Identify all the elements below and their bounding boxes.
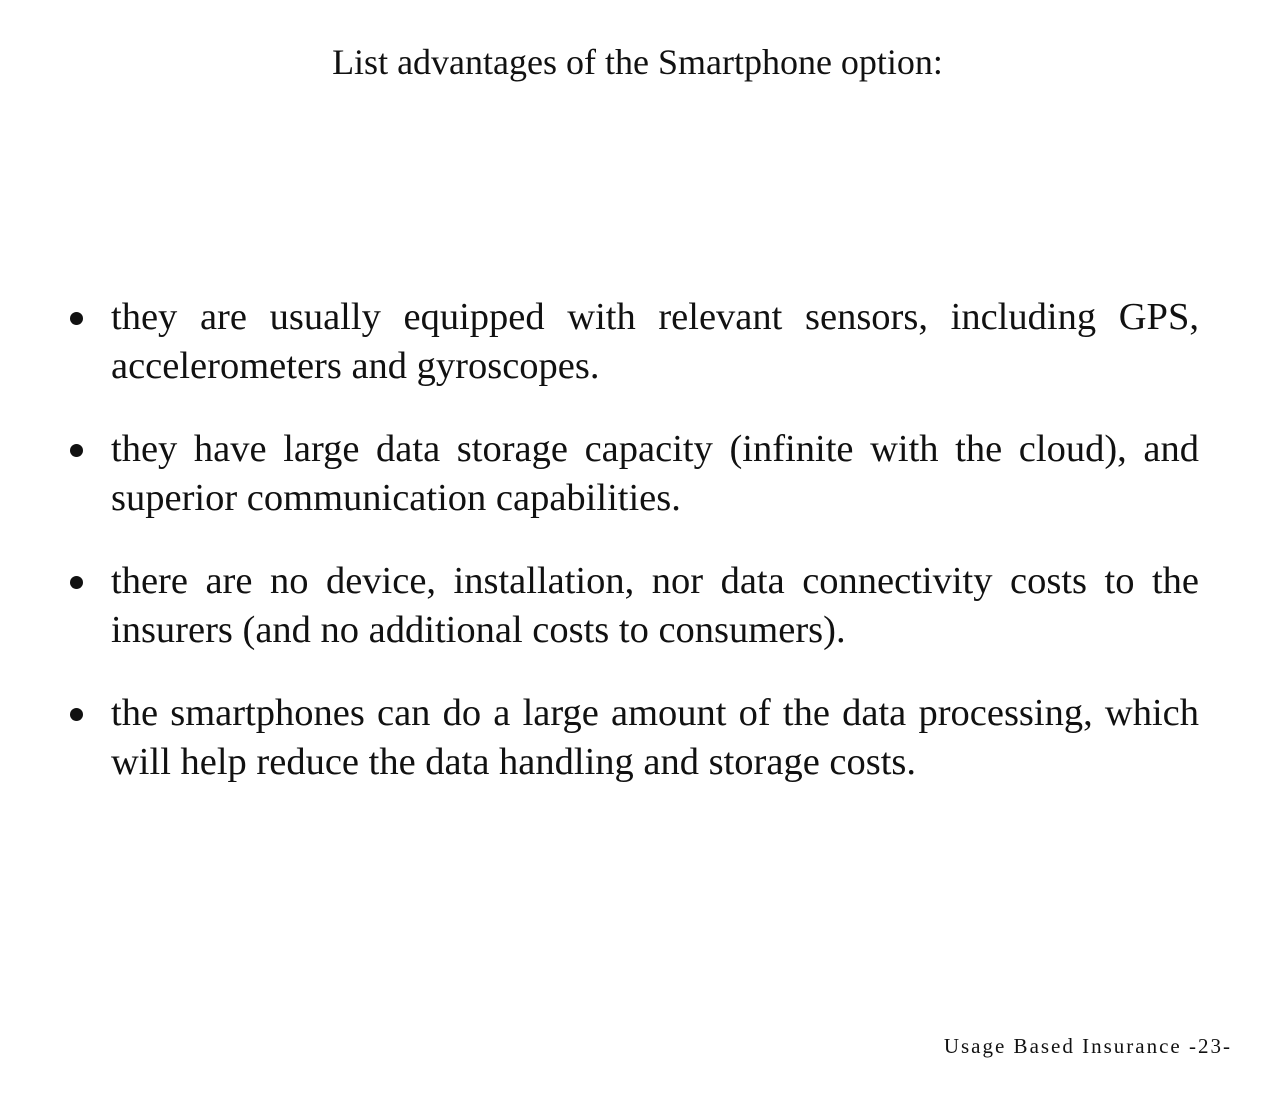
list-item (66, 557, 1199, 655)
bullet-text: there are no device, installation, nor data connectivity costs to the insurers (and no additional costs to consumers). (111, 560, 1199, 651)
list-item (66, 293, 1199, 391)
list-item (66, 689, 1199, 787)
page-footer: Usage Based Insurance -23- (943, 1034, 1232, 1058)
bullet-text: they are usually equipped with relevant sensors, including GPS, accelerometers and gyroscopes. (111, 296, 1199, 387)
slide-title: List advantages of the Smartphone option: (332, 42, 943, 82)
bullet-icon (70, 576, 83, 589)
list-item (66, 425, 1199, 523)
advantages-list (66, 293, 1199, 821)
bullet-icon (70, 312, 83, 325)
bullet-icon (70, 708, 83, 721)
bullet-icon (70, 444, 83, 457)
bullet-text: they have large data storage capacity (infinite with the cloud), and superior communication capabilities. (111, 428, 1199, 519)
bullet-text: the smartphones can do a large amount of the data processing, which will help reduce the data handling and storage costs. (111, 692, 1199, 783)
